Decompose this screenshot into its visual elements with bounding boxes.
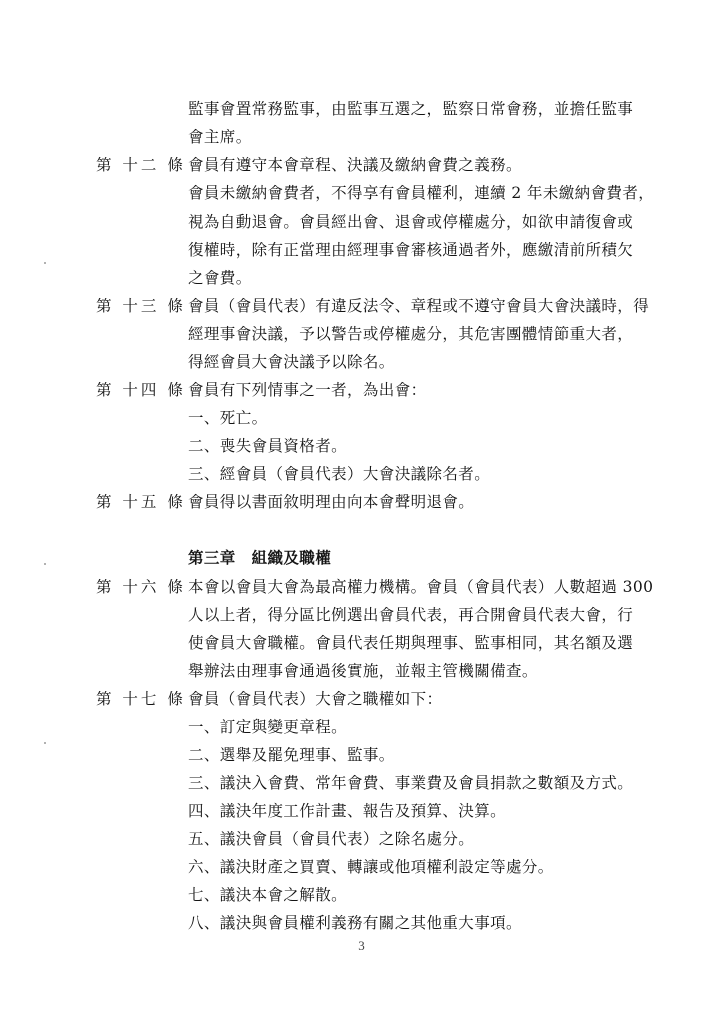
list-item: 二、喪失會員資格者。: [188, 437, 348, 455]
text-line: 會員（會員代表）有違反法令、章程或不遵守會員大會決議時，得: [188, 297, 650, 315]
text-line: 會員有下列情事之一者，為出會：: [188, 381, 427, 399]
text-line: 會員未繳納會費者，不得享有會員權利，連續 2 年未繳納會費者，: [188, 184, 655, 202]
text-line: 會員有遵守本會章程、決議及繳納會費之義務。: [188, 156, 522, 174]
list-item: 三、經會員（會員代表）大會決議除名者。: [188, 465, 491, 483]
chapter-heading: 第三章 組織及職權: [188, 548, 332, 567]
text-line: 本會以會員大會為最高權力機構。會員（會員代表）人數超過 300: [188, 578, 654, 596]
scan-speck: [44, 742, 46, 744]
list-item: 八、議決與會員權利義務有關之其他重大事項。: [188, 914, 522, 932]
list-item: 五、議決會員（會員代表）之除名處分。: [188, 830, 475, 848]
list-item: 二、選舉及罷免理事、監事。: [188, 746, 395, 764]
text-line: 會主席。: [188, 128, 252, 146]
article-label-15: 第 十五 條: [96, 493, 186, 511]
article-label-14: 第 十四 條: [96, 381, 186, 399]
text-line: 使會員大會職權。會員代表任期與理事、監事相同，其名額及選: [188, 634, 634, 652]
list-item: 一、死亡。: [188, 409, 268, 427]
article-label-16: 第 十六 條: [96, 578, 186, 596]
text-line: 會員（會員代表）大會之職權如下：: [188, 690, 443, 708]
article-label-17: 第 十七 條: [96, 690, 186, 708]
list-item: 四、議決年度工作計畫、報告及預算、決算。: [188, 802, 507, 820]
text-line: 人以上者，得分區比例選出會員代表，再合開會員代表大會，行: [188, 606, 634, 624]
list-item: 七、議決本會之解散。: [188, 886, 348, 904]
text-line: 會員得以書面敘明理由向本會聲明退會。: [188, 493, 475, 511]
text-line: 經理事會決議，予以警告或停權處分，其危害團體情節重大者，: [188, 325, 634, 343]
text-line: 舉辦法由理事會通過後實施，並報主管機關備查。: [188, 662, 538, 680]
text-line: 監事會置常務監事，由監事互選之，監察日常會務，並擔任監事: [188, 100, 634, 118]
article-label-12: 第 十二 條: [96, 156, 186, 174]
list-item: 一、訂定與變更章程。: [188, 718, 348, 736]
text-line: 得經會員大會決議予以除名。: [188, 353, 395, 371]
list-item: 六、議決財產之買賣、轉讓或他項權利設定等處分。: [188, 858, 554, 876]
scan-speck: [44, 262, 46, 264]
scan-speck: [44, 563, 46, 565]
article-label-13: 第 十三 條: [96, 297, 186, 315]
text-line: 復權時，除有正當理由經理事會審核通過者外，應繳清前所積欠: [188, 241, 634, 259]
list-item: 三、議決入會費、常年會費、事業費及會員捐款之數額及方式。: [188, 774, 634, 792]
page-number: 3: [358, 938, 365, 953]
text-line: 視為自動退會。會員經出會、退會或停權處分，如欲申請復會或: [188, 213, 634, 231]
text-line: 之會費。: [188, 269, 252, 287]
